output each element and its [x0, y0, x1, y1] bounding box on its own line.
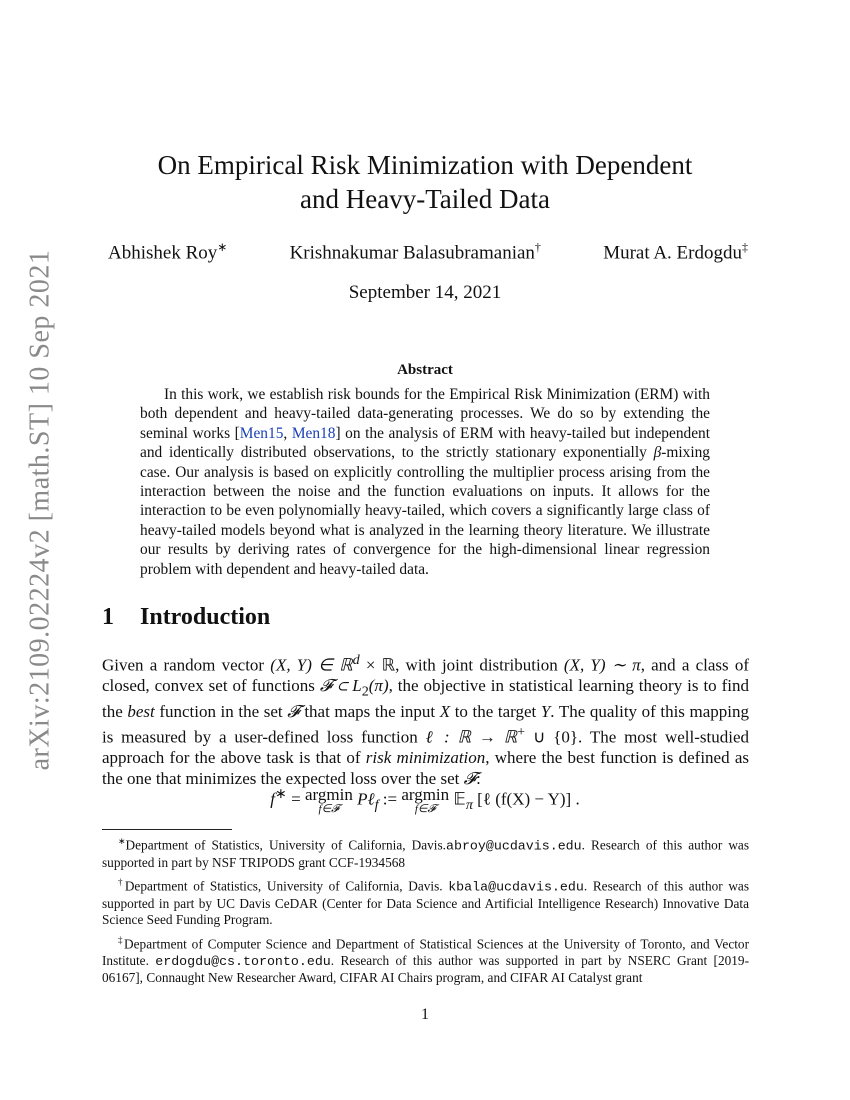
section-title: Introduction [140, 604, 271, 630]
author-2-mark: † [534, 240, 541, 254]
emphasis-risk-minimization: risk minimization [365, 748, 486, 768]
publication-date: September 14, 2021 [348, 282, 502, 303]
footnotes [102, 833, 749, 990]
email-link-erdogdu[interactable]: erdogdu@cs.toronto.edu [155, 953, 331, 969]
arxiv-identifier-stamp [18, 249, 62, 771]
page-number: 1 [421, 1006, 429, 1023]
author-2: Krishnakumar Balasubramanian† [289, 240, 541, 264]
abstract-body: In this work, we establish risk bounds for the Empirical Risk Minimization (ERM) with both dependent and heavy-tailed data-generating processes. We do so by extending the seminal works [Men15, Men18] on the analysis of ERM with heavy-tailed but independent and identically distributed observations, to the strictly stationary exponentially β-mixing case. Our analysis is based on explicitly controlling the multiplier process arising from the interaction between the noise and the function evaluations on inputs. It allows for the interaction to be even polynomially heavy-tailed, which covers a significantly large class of heavy-tailed models beyond what is analyzed in the learning theory literature. We illustrate our results by deriving rates of convergence for the high-dimensional linear regression problem with dependent and heavy-tailed data. [140, 386, 711, 578]
section-number: 1 [102, 604, 114, 630]
beta-symbol: β [653, 444, 662, 462]
title-line-2: and Heavy-Tailed Data [300, 184, 550, 214]
citation-men18[interactable]: Men18 [291, 424, 336, 442]
citation-men15[interactable]: Men15 [239, 424, 284, 442]
argmin-operator-1: argmin f∈𝓕 [304, 785, 353, 815]
argmin-operator-2: argmin f∈𝓕 [401, 785, 450, 815]
footnote-2: †Department of Statistics, University of California, Davis. kbala@ucdavis.edu. Research of this author was supported in part by UC Davis CeDAR (Center for Data Science and Artificial Intelligence Research) Innovative Data Science Seed Funding Program. [102, 877, 750, 928]
emphasis-best: best [127, 701, 155, 721]
author-3-mark: ‡ [741, 240, 748, 254]
title-line-1: On Empirical Risk Minimization with Dependent [157, 150, 693, 180]
author-1: Abhishek Roy∗ [108, 240, 228, 264]
arxiv-id-text: arXiv:2109.02224v2 [math.ST] 10 Sep 2021 [24, 249, 55, 771]
display-equation: f∗ = argmin f∈𝓕 Pℓ$_f$ := argmin f∈𝓕 𝔼$_\pi$ [ℓ (f(X) − Y)] . [270, 785, 580, 815]
author-list [108, 240, 748, 264]
email-link-balasubramanian[interactable]: kbala@ucdavis.edu [448, 879, 584, 895]
section-heading-introduction [102, 604, 270, 631]
footnote-divider [102, 829, 232, 830]
paper-title [0, 148, 850, 216]
author-3: Murat A. Erdogdu‡ [603, 240, 748, 264]
email-link-roy[interactable]: abroy@ucdavis.edu [445, 838, 582, 854]
introduction-paragraph: Given a random vector (X, Y) ∈ ℝ$^d$ × ℝ, with joint distribution (X, Y) ∼ π, and a class of closed, convex set of functions 𝓕 ⊂ $L_2(\pi)$, the objective in statistical learning theory is to find the best function in the set 𝓕 that maps the input X to the target Y. The quality of this mapping is measured by a user-defined loss function ℓ : ℝ → ℝ+ ∪ {0}. The most well-studied approach for the above task is that of risk minimization, where the best function is defined as the one that minimizes the expected loss over the set 𝓕: [102, 652, 750, 788]
abstract-heading: Abstract [397, 362, 453, 378]
author-1-mark: ∗ [217, 240, 228, 254]
footnote-3: ‡Department of Computer Science and Department of Statistical Sciences at the University of Toronto, and Vector Institute. erdogdu@cs.toronto.edu. Research of this author was supported in part by NSERC Grant [2019-06167], Connaught New Researcher Award, CIFAR AI Chairs program, and CIFAR AI Catalyst grant [102, 934, 750, 986]
footnote-1: ∗Department of Statistics, University of California, Davis.abroy@ucdavis.edu. Research of this author was supported in part by NSF TRIPODS grant CCF-1934568 [102, 836, 750, 870]
